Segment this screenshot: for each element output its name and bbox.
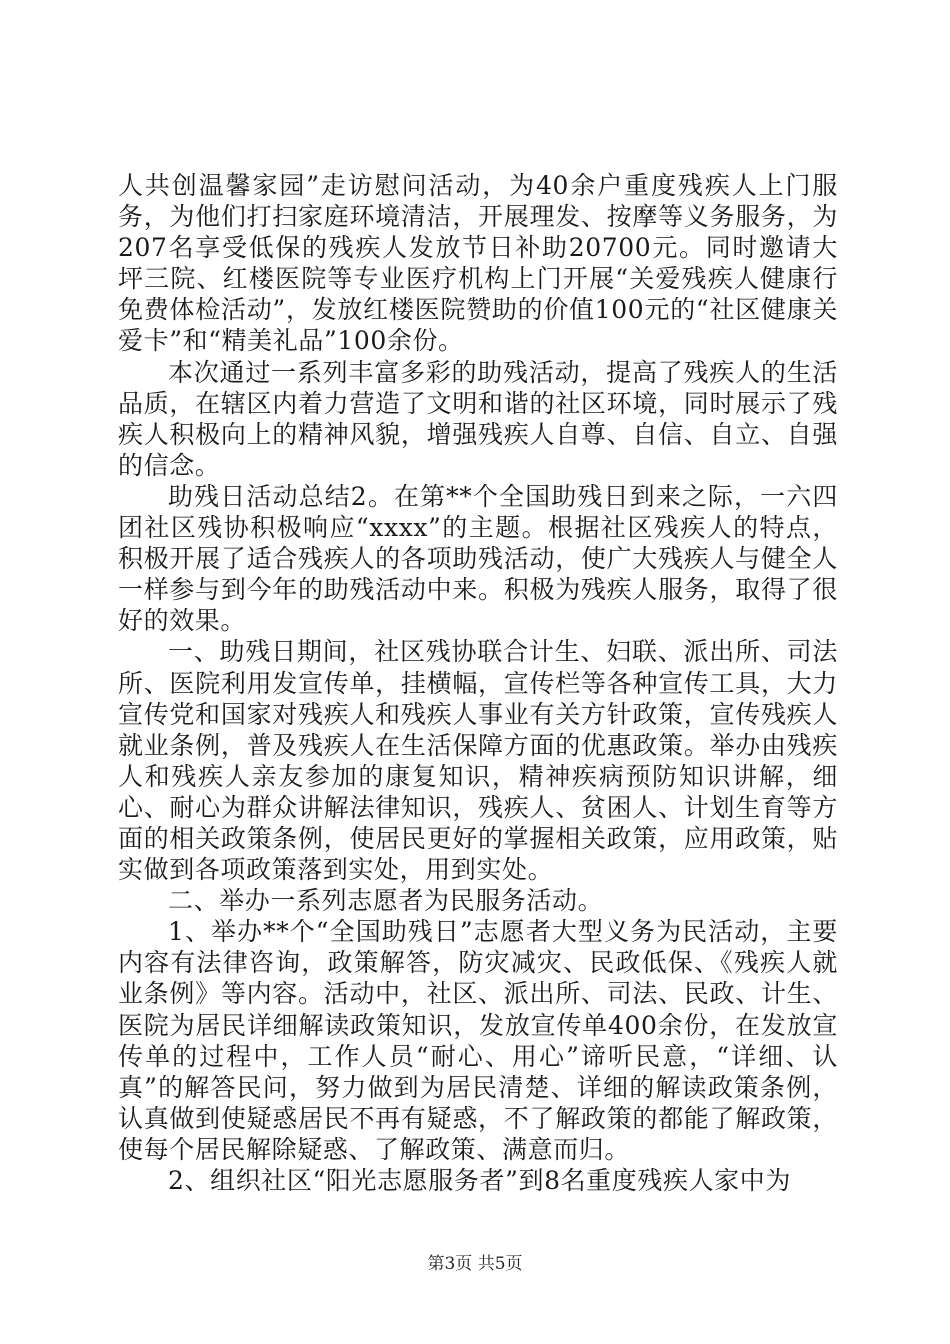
paragraph-continuation: 人共创温馨家园”走访慰问活动，为40余户重度残疾人上门服务，为他们打扫家庭环境清洁，开展理发、按摩等义务服务，为207名享受低保的残疾人发放节日补助20700元。同时邀请大坪三院、红楼医院等专业医疗机构上门开展“关爱残疾人健康行免费体检活动”，发放红楼医院赞助的价值100元的“社区健康关爱卡”和“精美礼品”100余份。 xyxy=(118,171,838,356)
paragraph-section-two-heading: 二、举办一系列志愿者为民服务活动。 xyxy=(168,886,604,916)
paragraph-summary: 本次通过一系列丰富多彩的助残活动，提高了残疾人的生活品质，在辖区内着力营造了文明和谐的社区环境，同时展示了残疾人积极向上的精神风貌，增强残疾人自尊、自信、自立、自强的信念。 xyxy=(118,357,838,480)
paragraph-item-2: 2、组织社区“阳光志愿服务者”到8名重度残疾人家中为 xyxy=(168,1166,791,1195)
paragraph-activity-summary-2: 助残日活动总结2。在第**个全国助残日到来之际，一六四团社区残协积极响应“xxxx”的主题。根据社区残疾人的特点，积极开展了适合残疾人的各项助残活动，使广大残疾人与健全人一样参与到今年的助残活动中来。积极为残疾人服务，取得了很好的效果。 xyxy=(118,481,838,636)
page-number-footer: 第3页 共5页 xyxy=(427,1254,523,1274)
document-body xyxy=(118,170,838,1196)
paragraph-section-one: 一、助残日期间，社区残协联合计生、妇联、派出所、司法所、医院利用发宣传单，挂横幅，宣传栏等各种宣传工具，大力宣传党和国家对残疾人和残疾人事业有关方针政策，宣传残疾人就业条例，普及残疾人在生活保障方面的优惠政策。举办由残疾人和残疾人亲友参加的康复知识，精神疾病预防知识讲解，细心、耐心为群众讲解法律知识，残疾人、贫困人、计划生育等方面的相关政策条例，使居民更好的掌握相关政策，应用政策，贴实做到各项政策落到实处，用到实处。 xyxy=(118,637,838,885)
paragraph-item-1: 1、举办**个“全国助残日”志愿者大型义务为民活动，主要内容有法律咨询，政策解答，防灾减灾、民政低保、《残疾人就业条例》等内容。活动中，社区、派出所、司法、民政、计生、医院为居民详细解读政策知识，发放宣传单400余份，在发放宣传单的过程中，工作人员“耐心、用心”谛听民意，“详细、认真”的解答民问，努力做到为居民清楚、详细的解读政策条例，认真做到使疑惑居民不再有疑惑，不了解政策的都能了解政策，使每个居民解除疑惑、了解政策、满意而归。 xyxy=(118,917,838,1164)
